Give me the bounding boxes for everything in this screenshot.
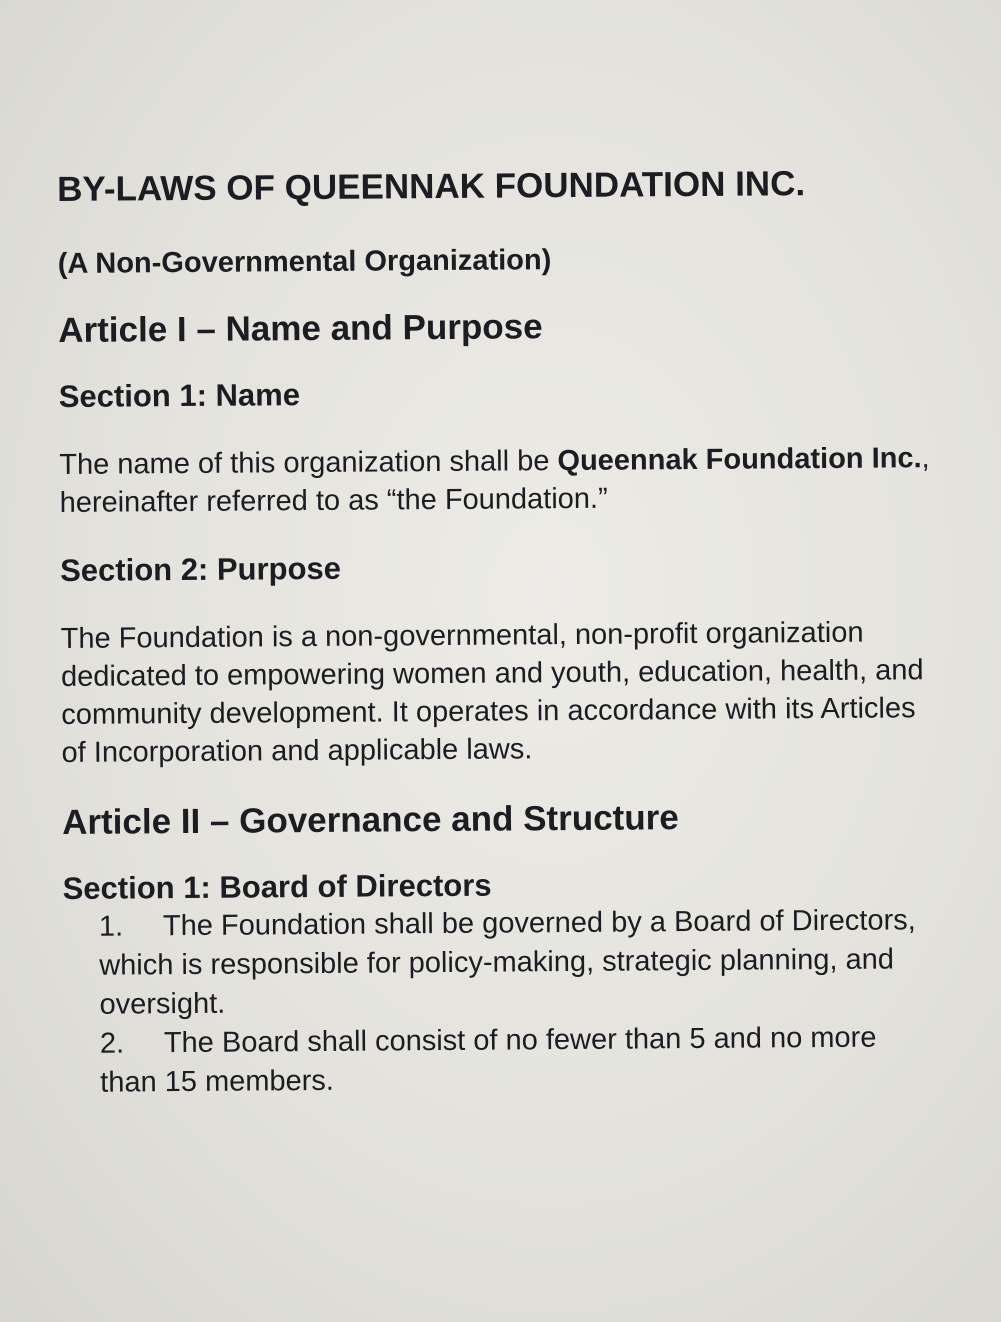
list-item-number: 2.	[99, 1027, 125, 1060]
article-1-heading: Article I – Name and Purpose	[58, 307, 543, 350]
list-item-text: The Board shall consist of no fewer than 5 and no more than 15 members.	[100, 1021, 877, 1099]
article-1-section-1-text	[59, 439, 940, 522]
board-list	[99, 901, 931, 1103]
list-item	[100, 1018, 931, 1103]
organization-name: Queennak Foundation Inc.	[557, 442, 922, 478]
article-2-section-1-heading: Section 1: Board of Directors	[62, 867, 492, 906]
article-2-heading: Article II – Governance and Structure	[61, 798, 679, 842]
name-text-before: The name of this organization shall be	[59, 445, 558, 481]
document-content	[57, 161, 964, 1103]
document-title: BY-LAWS OF QUEENNAK FOUNDATION INC.	[57, 164, 806, 209]
article-1-section-2-heading: Section 2: Purpose	[60, 550, 342, 588]
document-subtitle: (A Non-Governmental Organization)	[57, 244, 552, 280]
list-item	[99, 901, 930, 1025]
list-item-number: 1.	[98, 910, 124, 943]
name-text-after: , hereinafter referred to as “the Foundation.”	[59, 442, 930, 519]
list-item-text: The Foundation shall be governed by a Board of Directors, which is responsible for policy-making, strategic planning, and oversight.	[99, 904, 916, 1021]
article-1-section-1-heading: Section 1: Name	[58, 377, 301, 414]
article-1-section-2-text: The Foundation is a non-governmental, non-profit organization dedicated to empowering women and youth, education, health, and community development. It operates in accordance with its Articles of Incorporation and applicable laws.	[60, 616, 924, 769]
